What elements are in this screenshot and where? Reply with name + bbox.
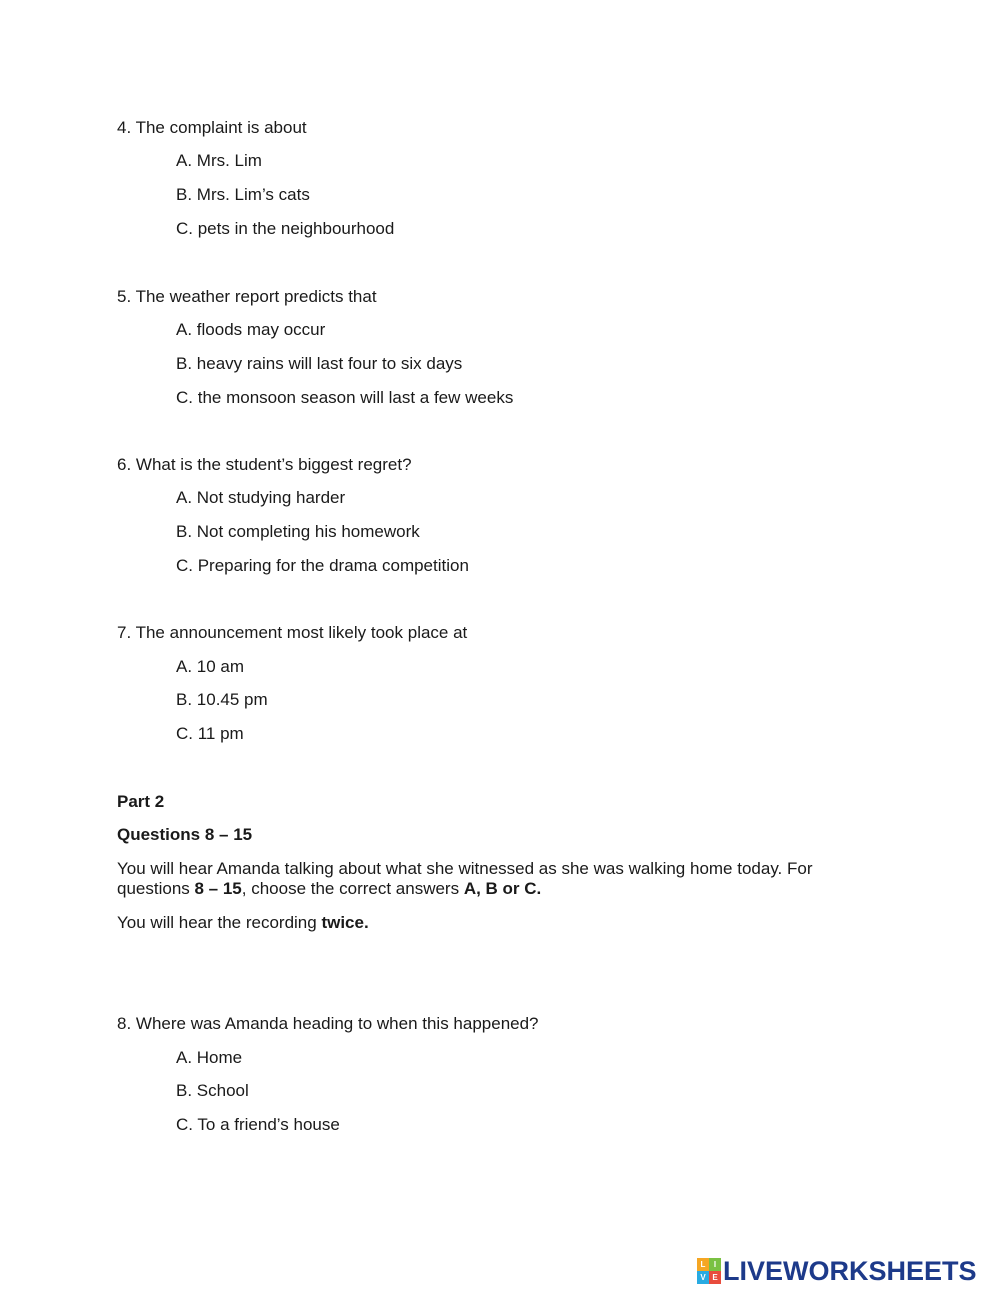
question-8-option-a[interactable]: A. Home (176, 1048, 243, 1067)
question-7-option-b[interactable]: B. 10.45 pm (176, 690, 268, 709)
logo-badge-letter: V (697, 1271, 709, 1284)
part-2-heading: Part 2 (117, 792, 165, 811)
recording-instruction (117, 913, 877, 933)
question-7: 7. The announcement most likely took place at (117, 623, 468, 642)
question-8-option-c[interactable]: C. To a friend’s house (176, 1115, 340, 1134)
instruction-choices: A, B or C. (463, 879, 542, 898)
question-4-option-c[interactable]: C. pets in the neighbourhood (176, 219, 395, 238)
recording-text: You will hear the recording (117, 913, 322, 932)
instruction-range: 8 – 15 (194, 879, 242, 898)
part-2-instruction (117, 859, 877, 899)
question-4-option-b[interactable]: B. Mrs. Lim’s cats (176, 185, 310, 204)
question-8: 8. Where was Amanda heading to when this happened? (117, 1014, 539, 1033)
logo-badge-letter: L (697, 1258, 709, 1271)
question-5: 5. The weather report predicts that (117, 287, 377, 306)
liveworksheets-logo[interactable] (697, 1256, 977, 1286)
questions-range-heading: Questions 8 – 15 (117, 825, 253, 844)
logo-badge-icon (697, 1258, 721, 1284)
question-8-option-b[interactable]: B. School (176, 1081, 249, 1100)
logo-badge-letter: E (709, 1271, 721, 1284)
question-5-option-b[interactable]: B. heavy rains will last four to six days (176, 354, 463, 373)
question-6: 6. What is the student’s biggest regret? (117, 455, 412, 474)
instruction-text: You will hear Amanda talking about what she witnessed as she was walking home today. For questions (117, 859, 813, 898)
question-4-option-a[interactable]: A. Mrs. Lim (176, 151, 262, 170)
instruction-text-mid: , choose the correct answers (241, 879, 464, 898)
question-6-option-a[interactable]: A. Not studying harder (176, 488, 346, 507)
logo-badge-letter: I (709, 1258, 721, 1271)
logo-text: LIVEWORKSHEETS (723, 1256, 977, 1286)
question-5-option-c[interactable]: C. the monsoon season will last a few weeks (176, 388, 514, 407)
question-6-option-c[interactable]: C. Preparing for the drama competition (176, 556, 469, 575)
question-5-option-a[interactable]: A. floods may occur (176, 320, 326, 339)
question-7-option-a[interactable]: A. 10 am (176, 657, 245, 676)
recording-twice: twice. (321, 913, 369, 932)
question-6-option-b[interactable]: B. Not completing his homework (176, 522, 420, 541)
question-7-option-c[interactable]: C. 11 pm (176, 724, 244, 743)
question-4: 4. The complaint is about (117, 118, 307, 137)
